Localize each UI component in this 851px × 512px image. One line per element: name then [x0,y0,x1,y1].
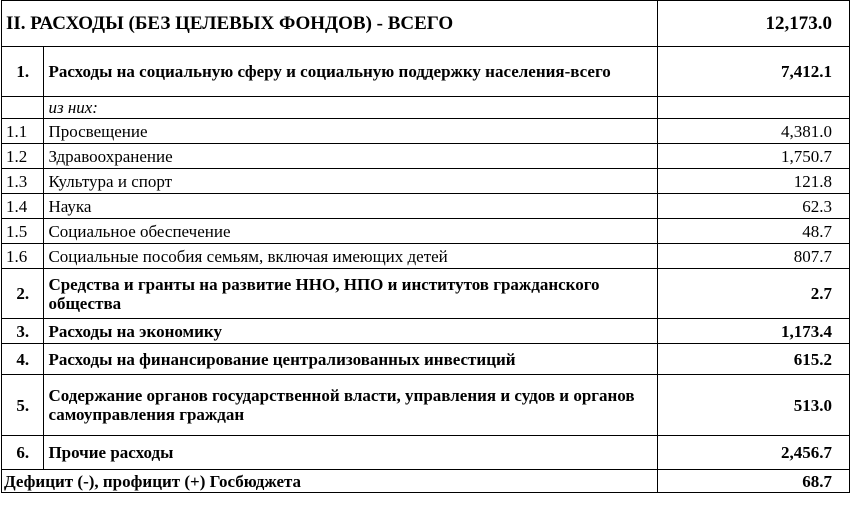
row-name: Здравоохранение [44,144,658,169]
row-name: Наука [44,194,658,219]
row-value: 4,381.0 [657,119,849,144]
row-name: Расходы на экономику [44,319,658,344]
row-name: Культура и спорт [44,169,658,194]
row-number: 1.6 [2,244,44,269]
table-row [2,144,850,169]
row-name: Средства и гранты на развитие ННО, НПО и институтов гражданского общества [44,269,658,319]
table-row [2,436,850,470]
table-footer-row [2,470,850,493]
row-value: 1,750.7 [657,144,849,169]
budget-expenditure-table [1,0,850,493]
table-header-row [2,1,850,47]
row-value: 615.2 [657,344,849,375]
header-value: 12,173.0 [657,1,849,47]
row-name: Социальное обеспечение [44,219,658,244]
header-title: II. РАСХОДЫ (БЕЗ ЦЕЛЕВЫХ ФОНДОВ) - ВСЕГО [2,1,658,47]
row-number [2,97,44,119]
row-number: 1.4 [2,194,44,219]
row-name: Социальные пособия семьям, включая имеющих детей [44,244,658,269]
row-value: 1,173.4 [657,319,849,344]
table-row [2,319,850,344]
table-row [2,219,850,244]
row-number: 1.5 [2,219,44,244]
row-name: Расходы на финансирование централизованных инвестиций [44,344,658,375]
row-value: 121.8 [657,169,849,194]
row-number: 4. [2,344,44,375]
row-name: Просвещение [44,119,658,144]
row-number: 1.3 [2,169,44,194]
row-value: 2.7 [657,269,849,319]
table-row [2,169,850,194]
row-value: 62.3 [657,194,849,219]
row-value: 2,456.7 [657,436,849,470]
row-name: Прочие расходы [44,436,658,470]
table-row [2,97,850,119]
table-row [2,344,850,375]
row-value: 513.0 [657,375,849,436]
row-value: 807.7 [657,244,849,269]
row-number: 5. [2,375,44,436]
footer-value: 68.7 [657,470,849,493]
table-row [2,375,850,436]
table-row [2,119,850,144]
row-name: Расходы на социальную сферу и социальную поддержку населения-всего [44,47,658,97]
row-number: 3. [2,319,44,344]
footer-label: Дефицит (-), профицит (+) Госбюджета [2,470,658,493]
table-row [2,244,850,269]
table-row [2,194,850,219]
row-number: 1.1 [2,119,44,144]
table-row [2,269,850,319]
row-value: 48.7 [657,219,849,244]
table-row [2,47,850,97]
row-name: Содержание органов государственной власти, управления и судов и органов самоуправления граждан [44,375,658,436]
row-name: из них: [44,97,658,119]
row-number: 2. [2,269,44,319]
row-value: 7,412.1 [657,47,849,97]
row-number: 1.2 [2,144,44,169]
row-number: 1. [2,47,44,97]
row-number: 6. [2,436,44,470]
row-value [657,97,849,119]
